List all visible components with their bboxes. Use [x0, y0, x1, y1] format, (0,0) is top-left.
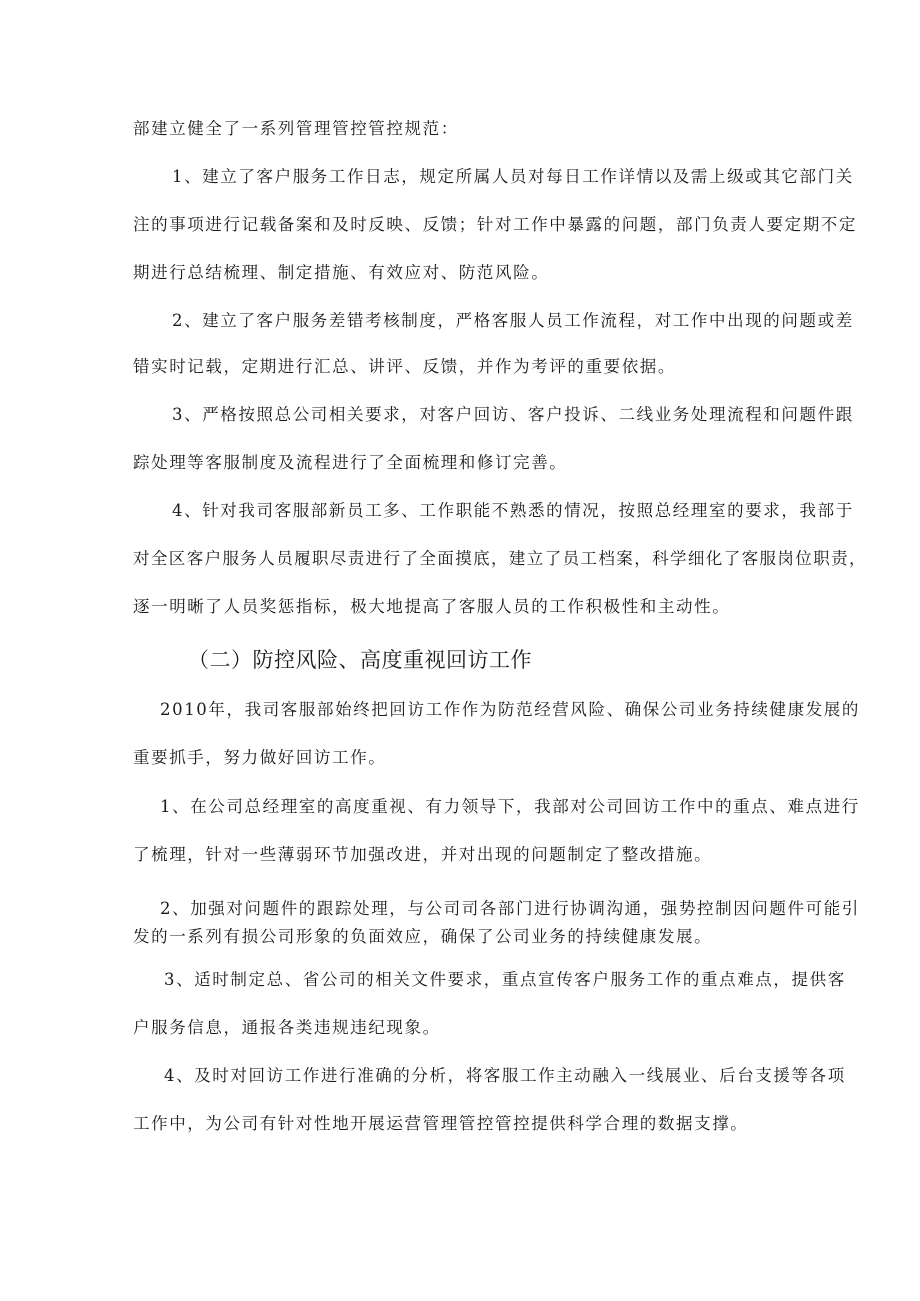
paragraph-line: 3、适时制定总、省公司的相关文件要求，重点宣传客户服务工作的重点难点，提供客: [164, 970, 846, 989]
paragraph-line: 错实时记载，定期进行汇总、讲评、反馈，并作为考评的重要依据。: [133, 357, 676, 376]
section2-heading: （二）防控风险、高度重视回访工作: [188, 648, 532, 672]
paragraph-line: 2、加强对问题件的跟踪处理，与公司司各部门进行协调沟通，强势控制因问题件可能引: [160, 899, 860, 918]
paragraph-line: 踪处理等客服制度及流程进行了全面梳理和修订完善。: [133, 453, 568, 472]
paragraph-line: 工作中，为公司有针对性地开展运营管理管控管控提供科学合理的数据支撑。: [133, 1114, 749, 1133]
paragraph-line: 对全区客户服务人员履职尽责进行了全面摸底，建立了员工档案，科学细化了客服岗位职责，: [133, 549, 867, 568]
paragraph-line: 户服务信息，通报各类违规违纪现象。: [133, 1018, 441, 1037]
paragraph-line: 逐一明晰了人员奖惩指标，极大地提高了客服人员的工作积极性和主动性。: [133, 597, 731, 616]
paragraph-line: 1、在公司总经理室的高度重视、有力领导下，我部对公司回访工作中的重点、难点进行: [160, 797, 860, 816]
paragraph-line: 发的一系列有损公司形象的负面效应，确保了公司业务的持续健康发展。: [133, 927, 713, 946]
paragraph-line: 3、严格按照总公司相关要求，对客户回访、客户投诉、二线业务处理流程和问题件跟: [172, 405, 854, 424]
paragraph-line: 期进行总结梳理、制定措施、有效应对、防范风险。: [133, 263, 550, 282]
paragraph-line: 了梳理，针对一些薄弱环节加强改进，并对出现的问题制定了整改措施。: [133, 845, 713, 864]
paragraph-line: 2010年，我司客服部始终把回访工作作为防范经营风险、确保公司业务持续健康发展的: [160, 700, 860, 719]
paragraph-line: 1、建立了客户服务工作日志，规定所属人员对每日工作详情以及需上级或其它部门关: [172, 167, 854, 186]
paragraph-line: 重要抓手，努力做好回访工作。: [133, 748, 387, 767]
paragraph-line: 2、建立了客户服务差错考核制度，严格客服人员工作流程，对工作中出现的问题或差: [172, 311, 854, 330]
paragraph-line: 4、及时对回访工作进行准确的分析，将客服工作主动融入一线展业、后台支援等各项: [164, 1066, 846, 1085]
paragraph-line: 注的事项进行记载备案和及时反映、反馈；针对工作中暴露的问题，部门负责人要定期不定: [133, 215, 857, 234]
paragraph-line: 4、针对我司客服部新员工多、工作职能不熟悉的情况，按照总经理室的要求，我部于: [172, 501, 854, 520]
intro-line: 部建立健全了一系列管理管控管控规范：: [133, 119, 459, 138]
